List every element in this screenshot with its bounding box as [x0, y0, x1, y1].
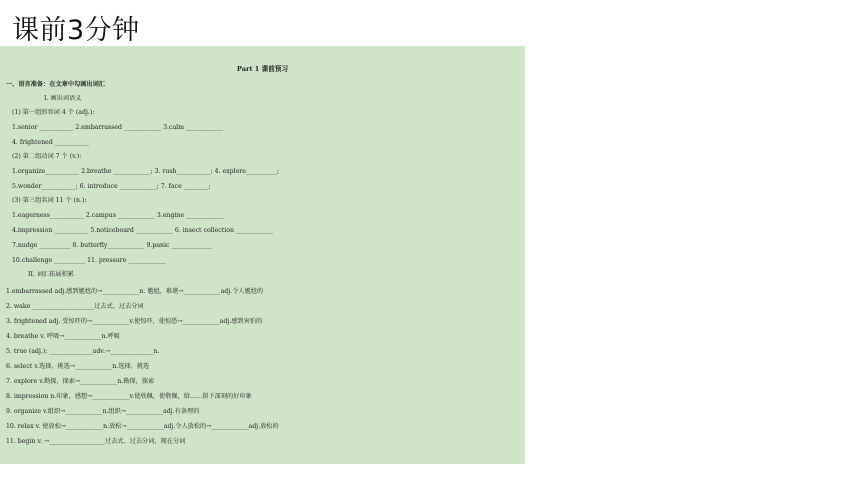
noun-row: 10.challenge __________ 11. pressure ____________	[12, 257, 166, 264]
adjective-row: 4. frightened ___________	[12, 139, 89, 146]
extension-row: 10. relax v. 使放松→____________n.放松→____________adj.令人放松的→____________adj.放松的	[6, 423, 279, 430]
extension-row: 6. select v.选择，挑选→____________n.选择，挑选	[6, 363, 150, 370]
subsection-heading: II. 词汇拓展积累	[28, 271, 74, 278]
verb-row: 1.organize___________ 2.breathe ____________; 3. rush___________; 4. explore__________;	[12, 168, 279, 175]
extension-row: 11. begin v. →__________________过去式、过去分词、现在分词	[6, 438, 186, 445]
noun-row: 1.eagerness___________ 2.campus ____________ 3.engine ____________	[12, 212, 224, 219]
adjective-row: 1.senior ___________ 2.embarrassed ____________ 3.calm ____________	[12, 124, 224, 131]
extension-row: 8. impression n.印象，感想→____________v.使欣佩，使敬佩，给……留下深刻的好印象	[6, 393, 252, 400]
subsection-heading: I. 画出词语义	[44, 95, 82, 102]
part-title: Part 1 课前预习	[236, 65, 289, 73]
slide-title: 课前3分钟	[12, 15, 140, 46]
extension-row: 9. organize v.组织→____________n.组织→____________adj.有条理的	[6, 408, 200, 415]
extension-row: 4. breathe v. 呼吸→____________n.呼吸	[6, 333, 120, 340]
extension-row: 1.embarrassed adj.感到尴尬的→____________n. 尴尬，难堪→____________adj.令人尴尬的	[6, 288, 264, 295]
noun-row: 4.impression ___________ 5.noticeboard ____________ 6. insect collection ____________	[12, 227, 274, 234]
verb-row: 5.wonder___________; 6. introduce ____________; 7. face ________;	[12, 183, 211, 190]
group-heading-nouns: (3) 第三组名词 11 个 (n.):	[12, 197, 87, 204]
group-heading-adjectives: (1) 第一组形容词 4 个 (adj.):	[12, 109, 95, 116]
noun-row: 7.nudge __________ 8. butterfly____________ 9.panic _____________	[12, 242, 212, 249]
extension-row: 7. explore v.勘探，探索→____________n.勘探，探索	[6, 378, 155, 385]
section-heading: 一、语言准备：在文章中勾画出词汇	[6, 81, 105, 88]
extension-row: 3. frightened adj. 受惊吓的→____________v.使惊吓，使惊恐→____________adj.感到害怕的	[6, 318, 263, 325]
extension-row: 2. wake ____________________过去式、过去分词	[6, 303, 144, 310]
worksheet-image	[0, 46, 525, 464]
group-heading-verbs: (2) 第二组动词 7 个 (v.):	[12, 153, 82, 160]
extension-row: 5. true (adj.): ______________adv.→______________n.	[6, 348, 160, 355]
